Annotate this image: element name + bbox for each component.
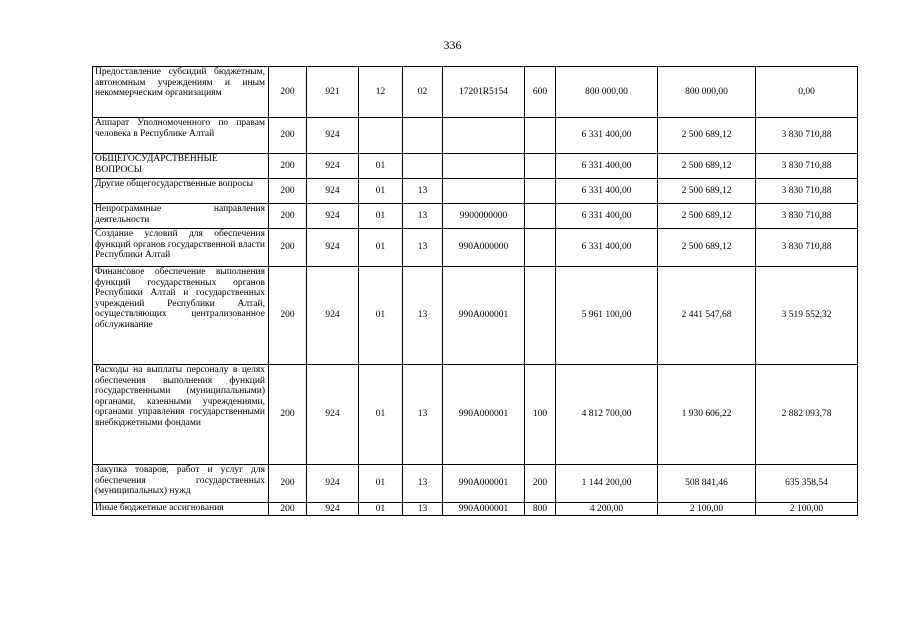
row-name: Закупка товаров, работ и услуг для обеспечения государственных (муниципальных) нужд: [93, 465, 269, 503]
cell-amount2: 1 930 606,22: [658, 365, 756, 465]
cell-amount2: 2 441 547,68: [658, 267, 756, 365]
budget-table: [92, 66, 858, 516]
cell-ved: 924: [307, 465, 359, 503]
cell-amount1: 1 144 200,00: [556, 465, 658, 503]
cell-rz: 12: [359, 67, 403, 118]
cell-amount2: 2 500 689,12: [658, 118, 756, 154]
cell-ved: 924: [307, 204, 359, 229]
cell-ved: 924: [307, 267, 359, 365]
cell-amount3: 3 830 710,88: [756, 154, 858, 179]
cell-vr: [525, 229, 556, 267]
row-name: ОБЩЕГОСУДАРСТВЕННЫЕ ВОПРОСЫ: [93, 154, 269, 179]
table-row: [93, 465, 858, 503]
cell-vr: [525, 204, 556, 229]
cell-gr: 200: [269, 503, 307, 516]
table-row: [93, 118, 858, 154]
cell-ved: 924: [307, 179, 359, 204]
cell-ved: 924: [307, 118, 359, 154]
cell-amount3: 2 882 093,78: [756, 365, 858, 465]
cell-pr: 13: [403, 503, 443, 516]
cell-pr: 02: [403, 67, 443, 118]
cell-rz: 01: [359, 154, 403, 179]
cell-vr: [525, 267, 556, 365]
table-row: [93, 204, 858, 229]
cell-gr: 200: [269, 365, 307, 465]
cell-amount1: 6 331 400,00: [556, 204, 658, 229]
cell-ved: 924: [307, 154, 359, 179]
cell-csr: [443, 154, 525, 179]
cell-vr: 600: [525, 67, 556, 118]
cell-rz: 01: [359, 365, 403, 465]
cell-amount1: 800 000,00: [556, 67, 658, 118]
cell-vr: 100: [525, 365, 556, 465]
table-row: [93, 179, 858, 204]
row-name: Предоставление субсидий бюджетным, автономным учреждениям и иным некоммерческим организациям: [93, 67, 269, 118]
cell-amount3: 3 830 710,88: [756, 118, 858, 154]
row-name: Расходы на выплаты персоналу в целях обеспечения выполнения функций государственными (муниципальными) органами, казенными учреждениями, органами управления государственными внебюджетными фондами: [93, 365, 269, 465]
cell-amount2: 2 500 689,12: [658, 179, 756, 204]
cell-csr: 990А000001: [443, 365, 525, 465]
cell-amount2: 2 500 689,12: [658, 204, 756, 229]
cell-gr: 200: [269, 229, 307, 267]
cell-amount2: 508 841,46: [658, 465, 756, 503]
cell-vr: [525, 154, 556, 179]
cell-rz: 01: [359, 267, 403, 365]
cell-amount1: 6 331 400,00: [556, 229, 658, 267]
table-row: [93, 229, 858, 267]
cell-pr: 13: [403, 204, 443, 229]
cell-amount3: 3 519 552,32: [756, 267, 858, 365]
cell-amount2: 2 500 689,12: [658, 229, 756, 267]
cell-rz: 01: [359, 204, 403, 229]
cell-vr: [525, 118, 556, 154]
cell-gr: 200: [269, 67, 307, 118]
cell-rz: [359, 118, 403, 154]
table-row: [93, 503, 858, 516]
table-row: [93, 365, 858, 465]
cell-amount2: 800 000,00: [658, 67, 756, 118]
row-name: Финансовое обеспечение выполнения функций государственных органов Республики Алтай и государственных учреждений Республики Алтай, осуществляющих централизованное обслуживание: [93, 267, 269, 365]
cell-gr: 200: [269, 179, 307, 204]
cell-amount1: 6 331 400,00: [556, 118, 658, 154]
cell-ved: 921: [307, 67, 359, 118]
cell-csr: 990А000001: [443, 267, 525, 365]
cell-gr: 200: [269, 465, 307, 503]
row-name: Непрограммные направления деятельности: [93, 204, 269, 229]
cell-pr: 13: [403, 229, 443, 267]
cell-ved: 924: [307, 365, 359, 465]
cell-csr: 9900000000: [443, 204, 525, 229]
cell-gr: 200: [269, 118, 307, 154]
cell-rz: 01: [359, 465, 403, 503]
cell-amount3: 2 100,00: [756, 503, 858, 516]
cell-pr: 13: [403, 465, 443, 503]
cell-amount2: 2 100,00: [658, 503, 756, 516]
cell-gr: 200: [269, 154, 307, 179]
cell-rz: 01: [359, 179, 403, 204]
cell-csr: 990А000001: [443, 465, 525, 503]
cell-amount3: 0,00: [756, 67, 858, 118]
cell-gr: 200: [269, 267, 307, 365]
table-row: [93, 267, 858, 365]
cell-amount1: 6 331 400,00: [556, 154, 658, 179]
cell-gr: 200: [269, 204, 307, 229]
table-row: [93, 154, 858, 179]
cell-amount3: 3 830 710,88: [756, 204, 858, 229]
cell-pr: 13: [403, 365, 443, 465]
cell-ved: 924: [307, 503, 359, 516]
cell-amount3: 3 830 710,88: [756, 179, 858, 204]
cell-amount1: 4 200,00: [556, 503, 658, 516]
cell-pr: [403, 154, 443, 179]
cell-csr: 990А000000: [443, 229, 525, 267]
cell-csr: 17201R5154: [443, 67, 525, 118]
cell-amount1: 5 961 100,00: [556, 267, 658, 365]
cell-csr: [443, 179, 525, 204]
row-name: Аппарат Уполномоченного по правам человека в Республике Алтай: [93, 118, 269, 154]
cell-csr: 990А000001: [443, 503, 525, 516]
cell-amount3: 635 358,54: [756, 465, 858, 503]
cell-rz: 01: [359, 503, 403, 516]
row-name: Иные бюджетные ассигнования: [93, 503, 269, 516]
page-number: 336: [443, 38, 462, 52]
cell-amount2: 2 500 689,12: [658, 154, 756, 179]
cell-ved: 924: [307, 229, 359, 267]
cell-amount1: 4 812 700,00: [556, 365, 658, 465]
cell-amount1: 6 331 400,00: [556, 179, 658, 204]
cell-pr: [403, 118, 443, 154]
cell-vr: 200: [525, 465, 556, 503]
cell-pr: 13: [403, 179, 443, 204]
cell-rz: 01: [359, 229, 403, 267]
cell-vr: 800: [525, 503, 556, 516]
cell-vr: [525, 179, 556, 204]
row-name: Другие общегосударственные вопросы: [93, 179, 269, 204]
cell-csr: [443, 118, 525, 154]
table-row: [93, 67, 858, 118]
cell-pr: 13: [403, 267, 443, 365]
row-name: Создание условий для обеспечения функций органов государственной власти Республики Алтай: [93, 229, 269, 267]
cell-amount3: 3 830 710,88: [756, 229, 858, 267]
